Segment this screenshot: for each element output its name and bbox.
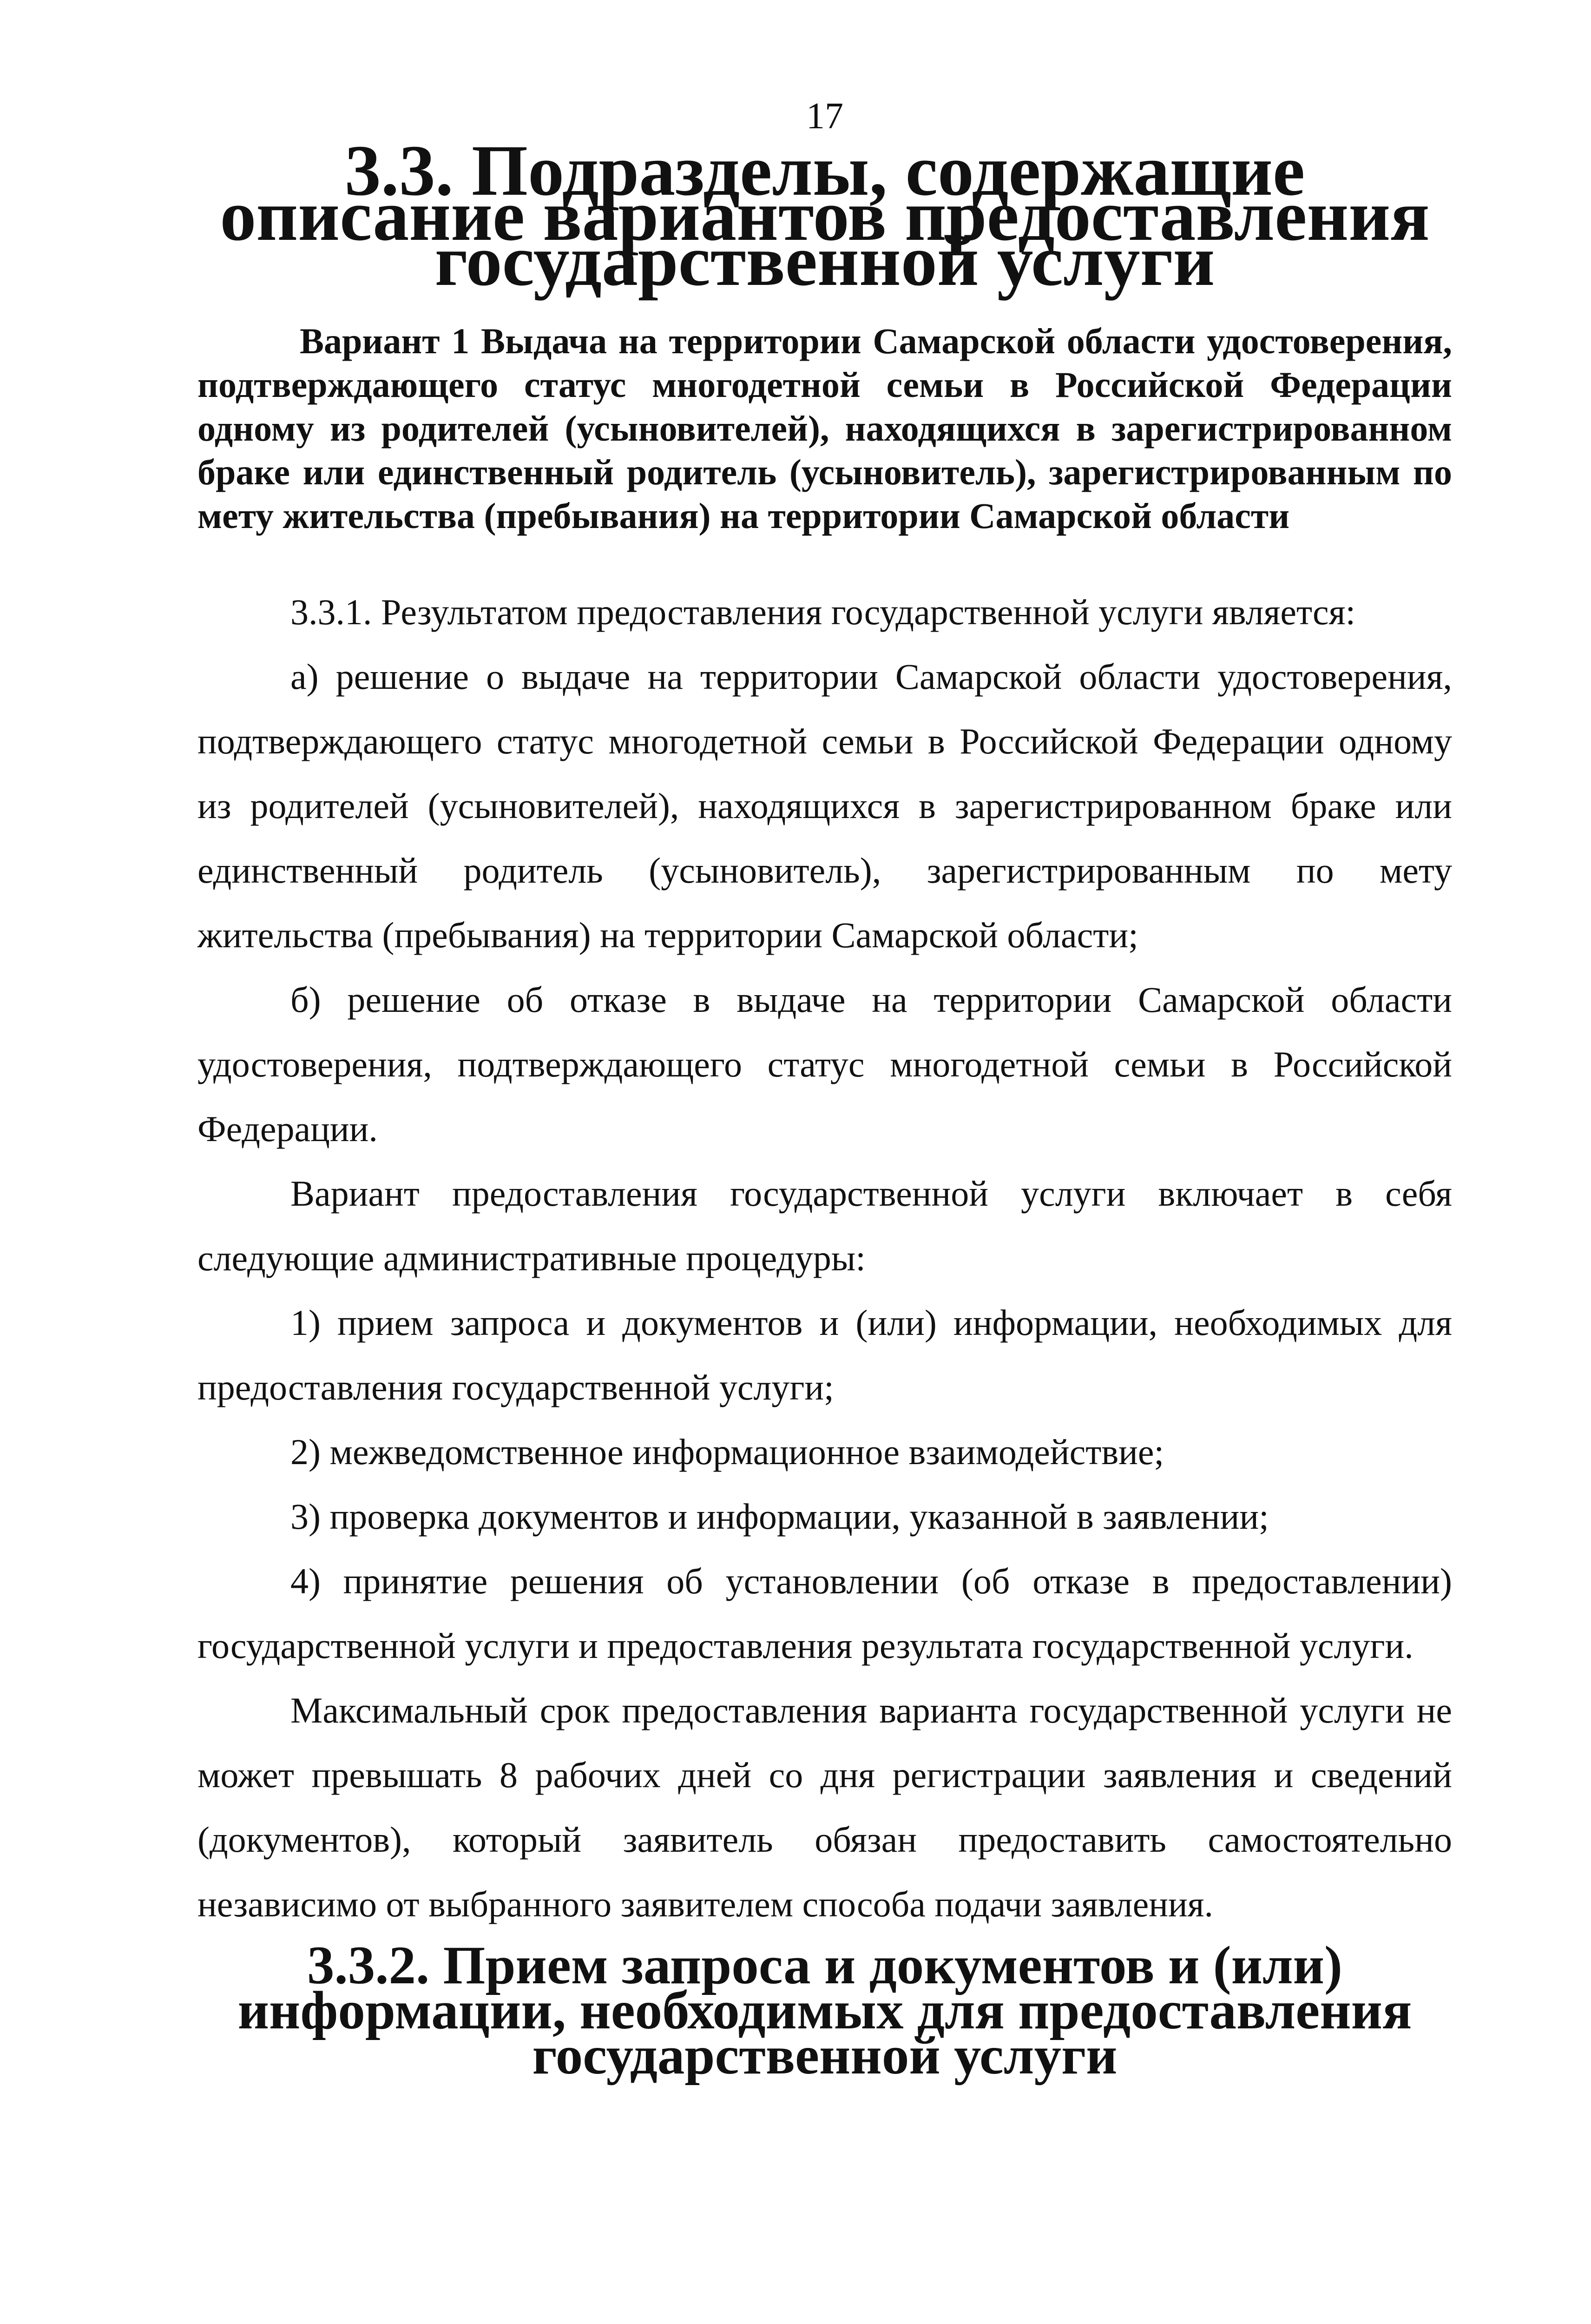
paragraph-result-a: а) решение о выдаче на территории Самарской области удостоверения, подтверждающего статус многодетной семьи в Российской Федерации одному из родителей (усыновителей), находящихся в зарегистрированном браке или единственный родитель (усыновитель), зарегистрированным по мету жительства (пребывания) на территории Самарской области; bbox=[197, 656, 1452, 955]
paragraph-procedure-1: 1) прием запроса и документов и (или) информации, необходимых для предоставления государственной услуги; bbox=[197, 1302, 1452, 1407]
page-number: 17 bbox=[806, 96, 843, 137]
paragraph-procedure-3: 3) проверка документов и информации, указанной в заявлении; bbox=[290, 1496, 1269, 1537]
paragraph-result-b: б) решение об отказе в выдаче на территории Самарской области удостоверения, подтверждающего статус многодетной семьи в Российской Федерации. bbox=[197, 979, 1452, 1149]
paragraph-procedure-4: 4) принятие решения об установлении (об отказе в предоставлении) государственной услуги и предоставления результата государственной услуги. bbox=[197, 1561, 1452, 1666]
section-heading: 3.3. Подразделы, содержащие описание вариантов предоставления государственной услуги bbox=[220, 130, 1430, 301]
paragraph-max-term: Максимальный срок предоставления варианта государственной услуги не может превышать 8 рабочих дней со дня регистрации заявления и сведений (документов), который заявитель обязан предоставить самостоятельно независимо от выбранного заявителем способа подачи заявления. bbox=[197, 1690, 1452, 1924]
paragraph-procedures-intro: Вариант предоставления государственной услуги включает в себя следующие административные процедуры: bbox=[197, 1173, 1452, 1278]
paragraph-procedure-2: 2) межведомственное информационное взаимодействие; bbox=[290, 1432, 1164, 1472]
variant-title: Вариант 1 Выдача на территории Самарской области удостоверения, подтверждающего статус многодетной семьи в Российской Федерации одному из родителей (усыновителей), находящихся в зарегистрированном браке или единственный родитель (усыновитель), зарегистрированным по мету жительства (пребывания) на территории Самарской области bbox=[197, 321, 1452, 536]
paragraph-result-intro: 3.3.1. Результатом предоставления государственной услуги является: bbox=[290, 592, 1356, 632]
subsection-heading: 3.3.2. Прием запроса и документов и (или) информации, необходимых для предоставления государственной услуги bbox=[237, 1935, 1412, 2086]
page-content bbox=[197, 93, 1452, 2086]
